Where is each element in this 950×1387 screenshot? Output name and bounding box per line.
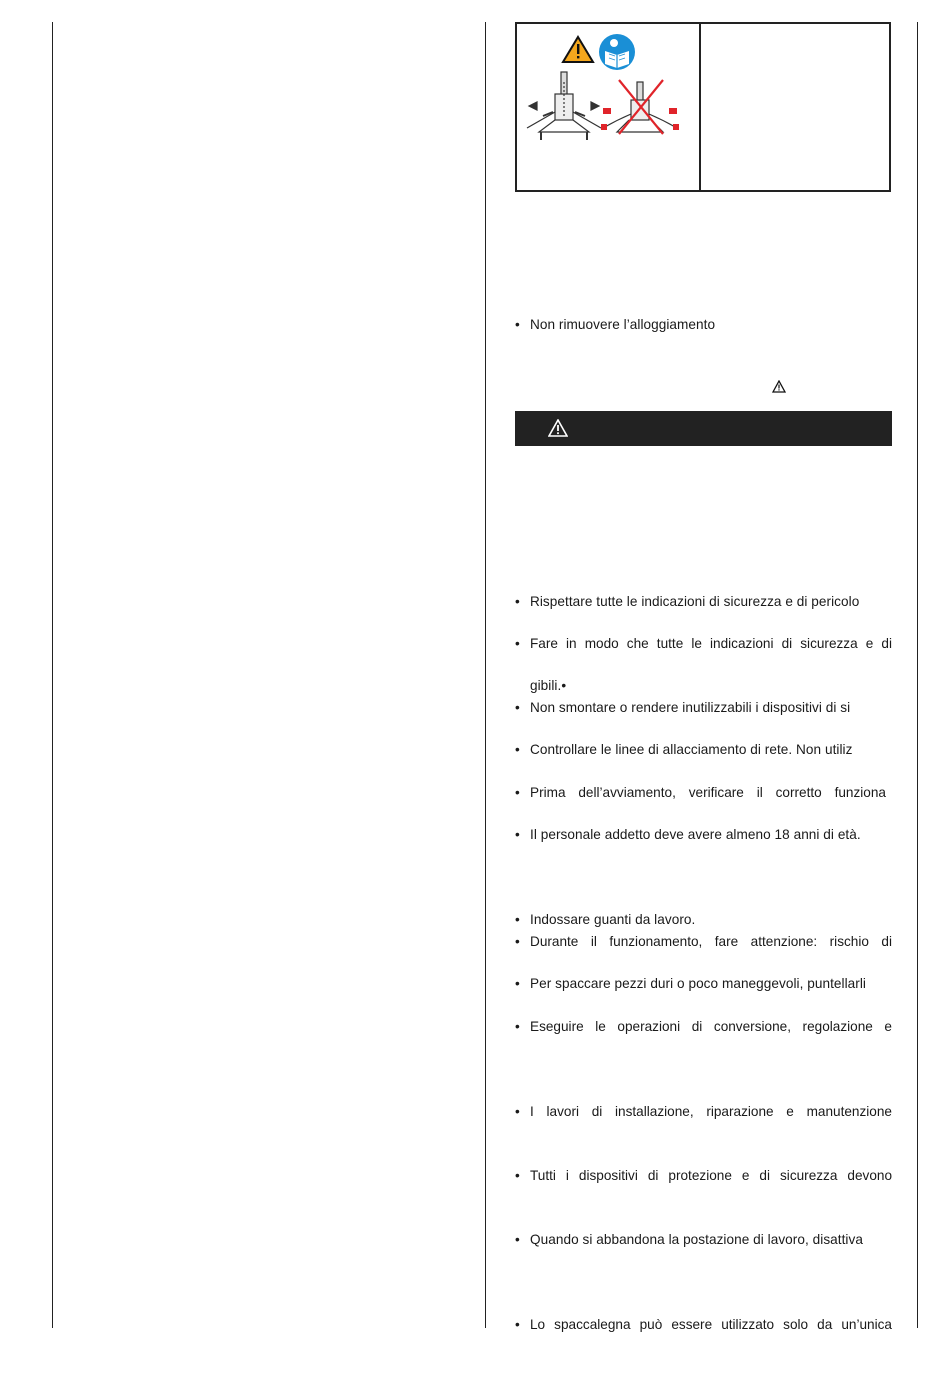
list-item-text: Quando si abbandona la postazione di lavoro, disattiva <box>530 1232 863 1247</box>
list-item-text: Lo spaccalegna può essere utilizzato solo da un’unica <box>530 1317 892 1332</box>
bullet-marker: • <box>515 1317 520 1332</box>
warning-triangle-icon <box>563 37 593 62</box>
safety-sign-table <box>515 22 891 192</box>
prohibited-operation-illustration <box>601 80 679 134</box>
right-column-rule <box>917 22 918 1328</box>
bullet-marker: • <box>515 742 520 757</box>
safety-pictogram <box>517 24 699 190</box>
list-item-text: Non rimuovere l’alloggiamento <box>530 317 716 332</box>
safety-sign-cell <box>517 24 701 190</box>
bullet-marker: • <box>515 594 520 609</box>
list-item-text: Eseguire le operazioni di conversione, regolazione e <box>530 1019 892 1034</box>
list-item <box>515 742 892 758</box>
left-column-rule <box>52 22 53 1328</box>
list-item-text: Fare in modo che tutte le indicazioni di sicurezza e di <box>530 636 892 651</box>
bullet-marker: • <box>515 700 520 715</box>
list-item-text: Indossare guanti da lavoro. <box>530 912 696 927</box>
safety-sign-description-cell <box>701 24 889 190</box>
list-item <box>515 1232 892 1248</box>
bullet-marker: • <box>515 827 520 842</box>
warning-triangle-icon <box>548 419 568 437</box>
list-item-text: Non smontare o rendere inutilizzabili i dispositivi di si <box>530 700 851 715</box>
list-item <box>515 594 892 610</box>
bullet-marker: • <box>515 636 520 651</box>
list-item <box>515 700 892 716</box>
bullet-marker: • <box>515 1232 520 1247</box>
list-item-text: I lavori di installazione, riparazione e manutenzione <box>530 1104 892 1119</box>
bullet-marker: • <box>515 1019 520 1034</box>
list-item-text: Durante il funzionamento, fare attenzione: rischio di <box>530 934 892 949</box>
list-item <box>515 317 892 333</box>
bullet-marker: • <box>515 934 520 949</box>
list-item-text: Per spaccare pezzi duri o poco maneggevoli, puntellarli <box>530 976 866 991</box>
bullet-marker: • <box>515 1104 520 1119</box>
warning-header-bar <box>515 411 892 446</box>
list-item <box>515 912 892 928</box>
center-column-rule <box>485 22 486 1328</box>
list-item-text: Tutti i dispositivi di protezione e di sicurezza devono <box>530 1168 892 1183</box>
list-item-text: Prima dell’avviamento, verificare il corretto funziona <box>530 785 886 800</box>
list-item <box>515 976 892 992</box>
list-item-continuation: gibili.• <box>530 678 567 693</box>
bullet-marker: • <box>515 976 520 991</box>
bullet-marker: • <box>515 785 520 800</box>
list-item <box>515 827 892 843</box>
bullet-marker: • <box>515 1168 520 1183</box>
list-item-text: Il personale addetto deve avere almeno 18 anni di età. <box>530 827 861 842</box>
bullet-marker: • <box>515 912 520 927</box>
warning-triangle-icon <box>772 380 786 394</box>
correct-operation-illustration <box>527 72 601 140</box>
read-manual-icon <box>599 34 635 70</box>
list-item-text: Controllare le linee di allacciamento di rete. Non utiliz <box>530 742 853 757</box>
bullet-marker: • <box>515 317 520 332</box>
list-item-text: Rispettare tutte le indicazioni di sicurezza e di pericolo <box>530 594 860 609</box>
